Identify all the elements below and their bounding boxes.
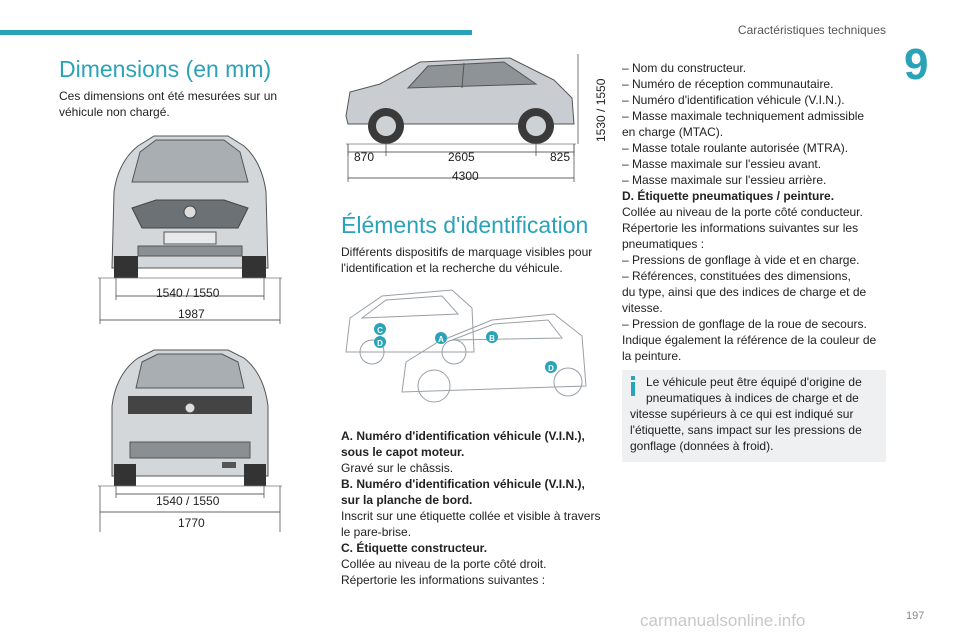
rear-car-illustration [112, 350, 268, 486]
info-box [622, 370, 886, 462]
side-front-overhang-label: 870 [354, 150, 375, 164]
chapter-number: 9 [904, 40, 929, 89]
front-width-label: 1987 [178, 307, 205, 321]
identification-intro: Différents dispositifs de marquage visibles pour l'identification et la recherche du véhicule. [341, 245, 593, 275]
label-contents-list: – Nom du constructeur. – Numéro de réception communautaire. – Numéro d'identification véhicule (V.I.N.). – Masse maximale techniquement admissible en charge (MTAC). – Masse totale roulante autorisée (MTRA). – Masse maximale sur l'essieu avant. – Masse maximale sur l'essieu arrière. D. Étiquette pneumatiques / peinture. Collée au niveau de la porte côté conducteur. Répertorie les informations suivantes sur les pneumatiques : – Pressions de gonflage à vide et en charge. – Références, constituées des dimensions, du type, ainsi que des indices de charge et de vitesse. – Pression de gonflage de la roue de secours. Indique également la référence de la couleur de la peinture. [622, 60, 888, 364]
watermark: carmanualsonline.info [640, 611, 806, 630]
tyre-label-title: D. Étiquette pneumatiques / peinture. [622, 189, 835, 203]
svg-text:D: D [548, 364, 554, 373]
svg-text:D: D [377, 339, 383, 348]
side-rear-overhang-label: 825 [550, 150, 571, 164]
page-number: 197 [906, 610, 925, 622]
side-car-illustration [346, 58, 574, 144]
identification-diagram [342, 282, 592, 412]
side-view-diagram [340, 50, 586, 186]
svg-text:B: B [489, 334, 495, 343]
front-car-illustration [112, 136, 268, 278]
header-accent-bar [0, 30, 472, 35]
dimensions-intro: Ces dimensions ont été mesurées sur un véhicule non chargé. [59, 89, 278, 119]
marker-c [374, 323, 386, 335]
dimensions-title: Dimensions (en mm) [59, 56, 272, 82]
front-track-label: 1540 / 1550 [156, 286, 220, 300]
marker-d-rear [545, 361, 557, 373]
identification-title: Éléments d'identification [341, 212, 589, 238]
side-wheelbase-label: 2605 [448, 150, 475, 164]
rear-width-label: 1770 [178, 516, 205, 530]
info-text: Le véhicule peut être équipé d'origine de pneumatiques à indices de charge et de vitesse supérieurs à ce qui est indiqué sur l'étiquette, sans impact sur les pressions de gonflage (données à froid). [630, 375, 862, 453]
identification-list: A. Numéro d'identification véhicule (V.I.N.), sous le capot moteur. Gravé sur le châssis. B. Numéro d'identification véhicule (V.I.N.), sur la planche de bord. Inscrit sur une étiquette collée et visible à travers le pare-brise. C. Étiquette constructeur. Collée au niveau de la porte côté droit. Répertorie les informations suivantes : [341, 429, 601, 587]
section-title: Caractéristiques techniques [737, 23, 886, 37]
rear-track-label: 1540 / 1550 [156, 494, 220, 508]
marker-b [486, 331, 498, 343]
marker-d-front [374, 336, 386, 348]
side-height-label: 1530 / 1550 [594, 78, 608, 142]
svg-text:A: A [438, 335, 444, 344]
marker-a [435, 332, 447, 344]
svg-text:C: C [377, 326, 383, 335]
side-length-label: 4300 [452, 169, 479, 183]
